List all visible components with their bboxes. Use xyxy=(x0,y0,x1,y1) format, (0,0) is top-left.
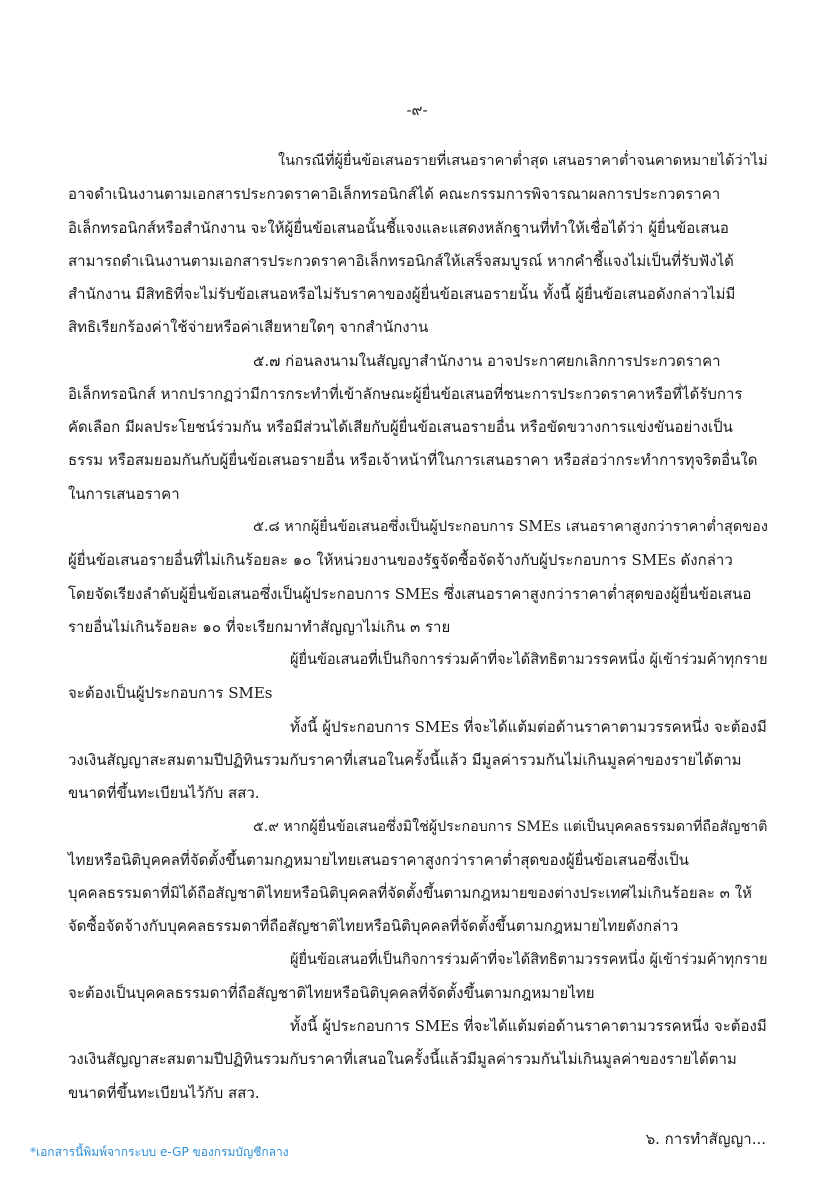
text-line: ผู้ยื่นข้อเสนอที่เป็นกิจการร่วมค้าที่จะได้สิทธิตามวรรคหนึ่ง ผู้เข้าร่วมค้าทุกราย xyxy=(290,651,768,668)
text-line: จะต้องเป็นผู้ประกอบการ SMEs xyxy=(68,684,273,702)
text-line: จัดซื้อจัดจ้างกับบุคคลธรรมดาที่ถือสัญชาติไทยหรือนิติบุคคลที่จัดตั้งขึ้นตามกฎหมายไทยดังกล่าว xyxy=(68,917,679,935)
text-line: ผู้ยื่นข้อเสนอที่เป็นกิจการร่วมค้าที่จะได้สิทธิตามวรรคหนึ่ง ผู้เข้าร่วมค้าทุกราย xyxy=(290,951,768,968)
text-line: บุคคลธรรมดาที่มิได้ถือสัญชาติไทยหรือนิติบุคคลที่จัดตั้งขึ้นตามกฎหมายของต่างประเทศไม่เกินร้อยละ ๓ ให้ xyxy=(68,884,752,902)
text-line: วงเงินสัญญาสะสมตามปีปฏิทินรวมกับราคาที่เสนอในครั้งนี้แล้วมีมูลค่ารวมกันไม่เกินมูลค่าของรายได้ตาม xyxy=(68,1050,737,1068)
clause-5-7-heading: ๕.๗ ก่อนลงนามในสัญญาสำนักงาน อาจประกาศยกเลิกการประกวดราคา xyxy=(253,352,721,370)
footer-note: *เอกสารนี้พิมพ์จากระบบ e-GP ของกรมบัญชีกลาง xyxy=(30,1145,289,1159)
text-line: ในกรณีที่ผู้ยื่นข้อเสนอรายที่เสนอราคาต่ำสุด เสนอราคาต่ำจนคาดหมายได้ว่าไม่ xyxy=(278,153,768,169)
clause-5-9-heading: ๕.๙ หากผู้ยื่นข้อเสนอซึ่งมิใช่ผู้ประกอบการ SMEs แต่เป็นบุคคลธรรมดาที่ถือสัญชาติ xyxy=(253,819,768,835)
text-line: โดยจัดเรียงลำดับผู้ยื่นข้อเสนอซึ่งเป็นผู้ประกอบการ SMEs ซึ่งเสนอราคาสูงกว่าราคาต่ำสุดของผู้ยื่นข้อเสนอ xyxy=(68,585,752,603)
text-line: อาจดำเนินงานตามเอกสารประกวดราคาอิเล็กทรอนิกส์ได้ คณะกรรมการพิจารณาผลการประกวดราคา xyxy=(68,185,721,203)
text-line: ไทยหรือนิติบุคคลที่จัดตั้งขึ้นตามกฎหมายไทยเสนอราคาสูงกว่าราคาต่ำสุดของผู้ยื่นข้อเสนอซึ่งเป็น xyxy=(68,851,689,869)
continuation-marker: ๖. การทำสัญญา... xyxy=(645,1130,766,1148)
text-line: ทั้งนี้ ผู้ประกอบการ SMEs ที่จะได้แต้มต่อด้านราคาตามวรรคหนึ่ง จะต้องมี xyxy=(290,718,767,736)
text-line: จะต้องเป็นบุคคลธรรมดาที่ถือสัญชาติไทยหรือนิติบุคคลที่จัดตั้งขึ้นตามกฎหมายไทย xyxy=(68,984,595,1002)
text-line: ผู้ยื่นข้อเสนอรายอื่นที่ไม่เกินร้อยละ ๑๐ ให้หน่วยงานของรัฐจัดซื้อจัดจ้างกับผู้ประกอบการ SMEs ดังกล่าว xyxy=(68,551,733,569)
text-line: วงเงินสัญญาสะสมตามปีปฏิทินรวมกับราคาที่เสนอในครั้งนี้แล้ว มีมูลค่ารวมกันไม่เกินมูลค่าของรายได้ตาม xyxy=(68,751,742,769)
text-line: สามารถดำเนินงานตามเอกสารประกวดราคาอิเล็กทรอนิกส์ให้เสร็จสมบูรณ์ หากคำชี้แจงไม่เป็นที่รับฟังได้ xyxy=(68,252,734,270)
text-line: สิทธิเรียกร้องค่าใช้จ่ายหรือค่าเสียหายใดๆ จากสำนักงาน xyxy=(68,318,429,336)
clause-5-8-heading: ๕.๘ หากผู้ยื่นข้อเสนอซึ่งเป็นผู้ประกอบการ SMEs เสนอราคาสูงกว่าราคาต่ำสุดของ xyxy=(253,519,768,535)
text-line: ขนาดที่ขึ้นทะเบียนไว้กับ สสว. xyxy=(68,784,260,802)
text-line: อิเล็กทรอนิกส์หรือสำนักงาน จะให้ผู้ยื่นข้อเสนอนั้นชี้แจงและแสดงหลักฐานที่ทำให้เชื่อได้ว่า ผู้ยื่นข้อเสนอ xyxy=(68,219,729,237)
text-line: ทั้งนี้ ผู้ประกอบการ SMEs ที่จะได้แต้มต่อด้านราคาตามวรรคหนึ่ง จะต้องมี xyxy=(290,1017,767,1035)
text-line: รายอื่นไม่เกินร้อยละ ๑๐ ที่จะเรียกมาทำสัญญาไม่เกิน ๓ ราย xyxy=(68,618,451,636)
text-line: สำนักงาน มีสิทธิที่จะไม่รับข้อเสนอหรือไม่รับราคาของผู้ยื่นข้อเสนอรายนั้น ทั้งนี้ ผู้ยื่นข้อเสนอดังกล่าวไม่มี xyxy=(68,285,736,303)
text-line: ขนาดที่ขึ้นทะเบียนไว้กับ สสว. xyxy=(68,1084,260,1102)
page-number: -๙- xyxy=(406,101,428,119)
text-line: อิเล็กทรอนิกส์ หากปรากฏว่ามีการกระทำที่เข้าลักษณะผู้ยื่นข้อเสนอที่ชนะการประกวดราคาหรือที่ได้รับการ xyxy=(68,385,743,403)
text-line: ในการเสนอราคา xyxy=(68,485,180,503)
text-line: คัดเลือก มีผลประโยชน์ร่วมกัน หรือมีส่วนได้เสียกับผู้ยื่นข้อเสนอรายอื่น หรือขัดขวางการแข่งขันอย่างเป็น xyxy=(68,418,733,436)
text-line: ธรรม หรือสมยอมกันกับผู้ยื่นข้อเสนอรายอื่น หรือเจ้าหน้าที่ในการเสนอราคา หรือส่อว่ากระทำการทุจริตอื่นใด xyxy=(68,451,758,469)
